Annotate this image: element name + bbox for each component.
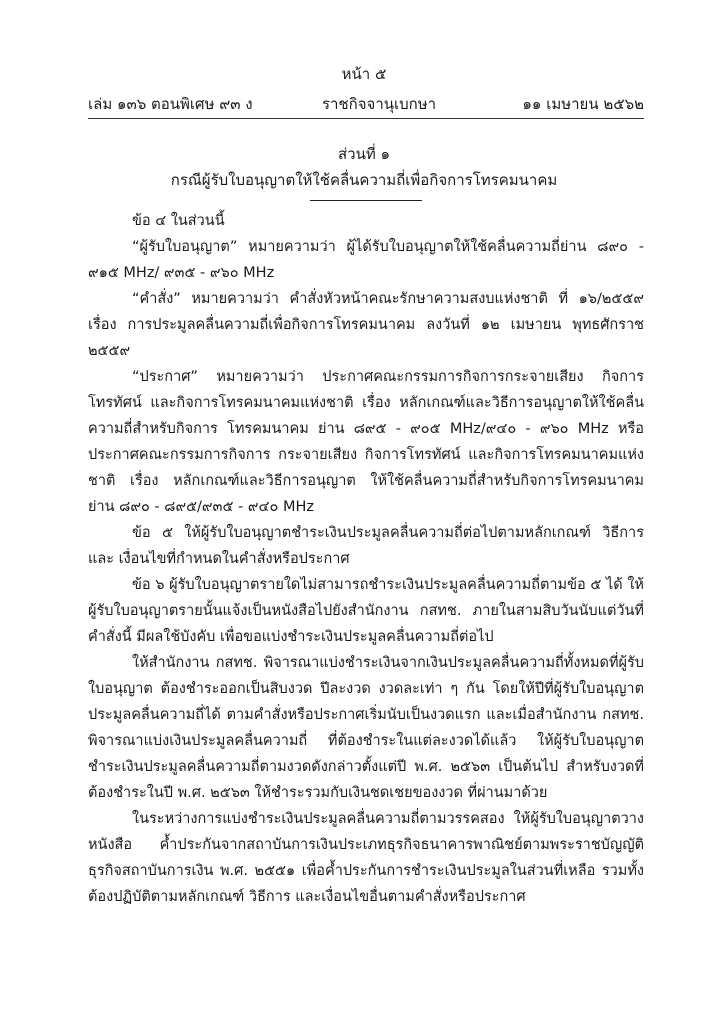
section-divider: [310, 200, 422, 201]
header-rule: [88, 118, 644, 119]
section-title: ส่วนที่ ๑: [337, 145, 390, 163]
gazette-name: ราชกิจจานุเบกษา: [322, 95, 437, 113]
running-header: [88, 92, 644, 114]
clause-6-paragraph-2: ให้สำนักงาน กสทช. พิจารณาแบ่งชำระเงินจากเงินประมูลคลื่นความถี่ทั้งหมดที่ผู้รับใบอนุญาต ต้องชำระออกเป็นสิบงวด ปีละงวด งวดละเท่า ๆ กัน โดยให้ปีที่ผู้รับใบอนุญาตประมูลคลื่นความถี่ได้ ตามคำสั่งหรือประกาศเริ่มนับเป็นงวดแรก และเมื่อสำนักงาน กสทช. พิจารณาแบ่งเงินประมูลคลื่นความถี่ ที่ต้องชำระในแต่ละงวดได้แล้ว ให้ผู้รับใบอนุญาตชำระเงินประมูลคลื่นความถี่ตามงวดดังกล่าวตั้งแต่ปี พ.ศ. ๒๕๖๓ เป็นต้นไป สำหรับงวดที่ต้องชำระในปี พ.ศ. ๒๕๖๓ ให้ชำระรวมกับเงินชดเชยของงวด ที่ผ่านมาด้วย: [88, 655, 644, 801]
definition-announcement: “ประกาศ” หมายความว่า ประกาศคณะกรรมการกิจการกระจายเสียง กิจการโทรทัศน์ และกิจการโทรคมนาคมแห่งชาติ เรื่อง หลักเกณฑ์และวิธีการอนุญาตให้ใช้คลื่นความถี่สำหรับกิจการ โทรคมนาคม ย่าน ๘๙๕ - ๙๐๕ MHz/๙๔๐ - ๙๖๐ MHz หรือประกาศคณะกรรมการกิจการ กระจายเสียง กิจการโทรทัศน์ และกิจการโทรคมนาคมแห่งชาติ เรื่อง หลักเกณฑ์และวิธีการอนุญาต ให้ใช้คลื่นความถี่สำหรับกิจการโทรคมนาคม ย่าน ๘๙๐ - ๘๙๕/๙๓๕ - ๙๔๐ MHz: [88, 369, 644, 515]
clause-4: ข้อ ๔ ในส่วนนี้: [132, 213, 225, 229]
definition-licensee: “ผู้รับใบอนุญาต” หมายความว่า ผู้ได้รับใบอนุญาตให้ใช้คลื่นความถี่ย่าน ๘๙๐ - ๙๑๕ MHz/ ๙๓๕ - ๙๖๐ MHz: [88, 239, 644, 281]
clause-5: ข้อ ๕ ให้ผู้รับใบอนุญาตชำระเงินประมูลคลื่นความถี่ต่อไปตามหลักเกณฑ์ วิธีการ และ เงื่อนไขที่กำหนดในคำสั่งหรือประกาศ: [88, 525, 644, 567]
document-body: [88, 208, 644, 910]
definition-order: “คำสั่ง” หมายความว่า คำสั่งหัวหน้าคณะรักษาความสงบแห่งชาติ ที่ ๑๖/๒๕๕๙ เรื่อง การประมูลคลื่นความถี่เพื่อกิจการโทรคมนาคม ลงวันที่ ๑๒ เมษายน พุทธศักราช ๒๕๕๙: [88, 291, 644, 359]
volume-info: เล่ม ๑๓๖ ตอนพิเศษ ๙๓ ง: [88, 95, 253, 113]
page-number: หน้า ๕: [341, 65, 387, 83]
section-subtitle: กรณีผู้รับใบอนุญาตให้ใช้คลื่นความถี่เพื่อกิจการโทรคมนาคม: [170, 171, 558, 189]
clause-6-paragraph-3: ในระหว่างการแบ่งชำระเงินประมูลคลื่นความถี่ตามวรรคสอง ให้ผู้รับใบอนุญาตวางหนังสือ ค้ำประกันจากสถาบันการเงินประเภทธุรกิจธนาคารพาณิชย์ตามพระราชบัญญัติธุรกิจสถาบันการเงิน พ.ศ. ๒๕๕๑ เพื่อค้ำประกันการชำระเงินประมูลในส่วนที่เหลือ รวมทั้งต้องปฏิบัติตามหลักเกณฑ์ วิธีการ และเงื่อนไขอื่นตามคำสั่งหรือประกาศ: [88, 811, 644, 905]
publication-date: ๑๑ เมษายน ๒๕๖๒: [522, 95, 644, 113]
clause-6: ข้อ ๖ ผู้รับใบอนุญาตรายใดไม่สามารถชำระเงินประมูลคลื่นความถี่ตามข้อ ๕ ได้ ให้ผู้รับใบอนุญาตรายนั้นแจ้งเป็นหนังสือไปยังสำนักงาน กสทช. ภายในสามสิบวันนับแต่วันที่คำสั่งนี้ มีผลใช้บังคับ เพื่อขอแบ่งชำระเงินประมูลคลื่นความถี่ต่อไป: [88, 577, 644, 645]
